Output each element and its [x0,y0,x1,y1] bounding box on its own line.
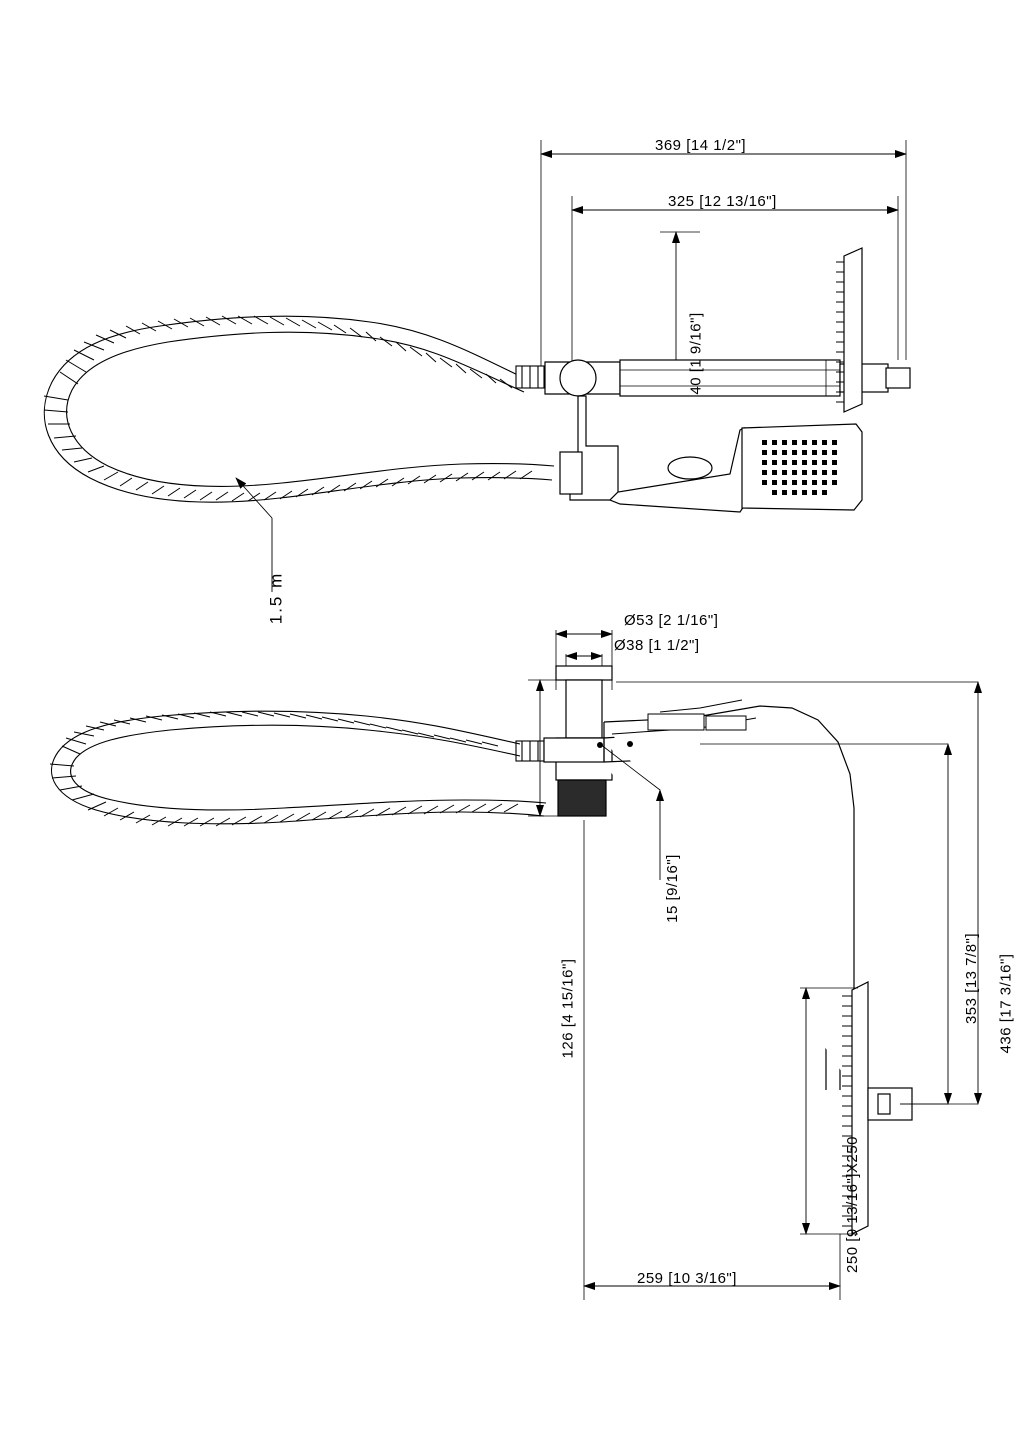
dim-head-height-label: 353 [13 7/8"] [963,932,981,1025]
dim-inlet-diameter-label: Ø38 [1 1/2"] [614,637,700,654]
bracket-solid [558,780,606,816]
dim-offset-15-label: 15 [9/16"] [663,854,681,923]
dim-bracket-depth-label: 126 [4 15/16"] [559,958,577,1059]
dim-head-projection-label: 259 [10 3/16"] [637,1270,737,1287]
dim-overall-width-label: 369 [14 1/2"] [655,137,747,154]
dim-overall-height-label: 436 [17 3/16"] [997,953,1015,1054]
dim-arm-length-label: 325 [12 13/16"] [668,193,777,210]
dim-flange-diameter-label: Ø53 [2 1/16"] [624,612,719,629]
dim-arm-height-label: 40 [1 9/16"] [687,312,705,395]
dim-hose-length-label: 1.5 m [266,571,286,625]
dim-head-size-label: 250 [9 13/16"]X250 [843,1136,861,1273]
